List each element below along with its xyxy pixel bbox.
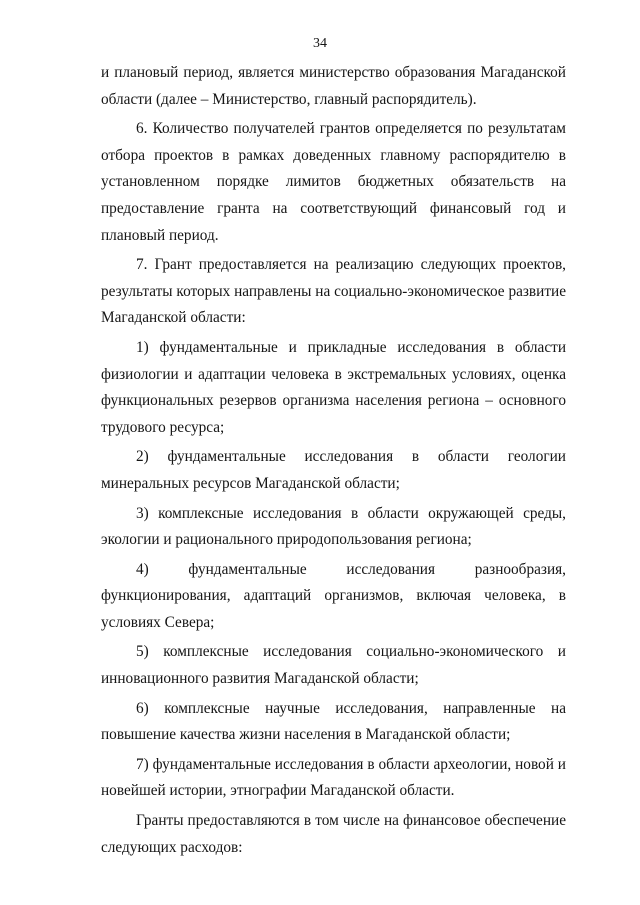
list-item-6: 6) комплексные научные исследования, направленные на повышение качества жизни населения в Магаданской области;: [101, 699, 566, 744]
list-item-3: 3) комплексные исследования в области окружающей среды, экологии и рационального природопользования региона;: [101, 504, 566, 549]
list-item-2: 2) фундаментальные исследования в области геологии минеральных ресурсов Магаданской области;: [101, 448, 566, 492]
paragraph-expenses: Гранты предоставляются в том числе на финансовое обеспечение следующих расходов:: [101, 812, 566, 856]
paragraph-7: 7. Грант предоставляется на реализацию следующих проектов, результаты которых направлены на социально-экономическое развитие Магаданской области:: [101, 256, 566, 327]
list-item-5: 5) комплексные исследования социально-экономического и инновационного развития Магаданской области;: [101, 643, 566, 688]
list-item-4: 4) фундаментальные исследования разнообразия, функционирования, адаптаций организмов, включая человека, в условиях Севера;: [101, 560, 566, 631]
paragraph-continuation: и плановый период, является министерство образования Магаданской области (далее – Министерство, главный распорядитель).: [101, 64, 566, 108]
document-body: [101, 60, 566, 861]
page-number: 34: [313, 36, 327, 51]
list-item-7: 7) фундаментальные исследования в области археологии, новой и новейшей истории, этнографии Магаданской области.: [101, 755, 566, 800]
list-item-1: 1) фундаментальные и прикладные исследования в области физиологии и адаптации человека в экстремальных условиях, оценка функциональных резервов организма населения региона – основного трудового ресурса;: [101, 338, 566, 436]
paragraph-6: 6. Количество получателей грантов определяется по результатам отбора проектов в рамках доведенных главному распорядителю в установленном порядке лимитов бюджетных обязательств на предоставление гранта на соответствующий финансовый год и плановый период.: [101, 120, 566, 244]
